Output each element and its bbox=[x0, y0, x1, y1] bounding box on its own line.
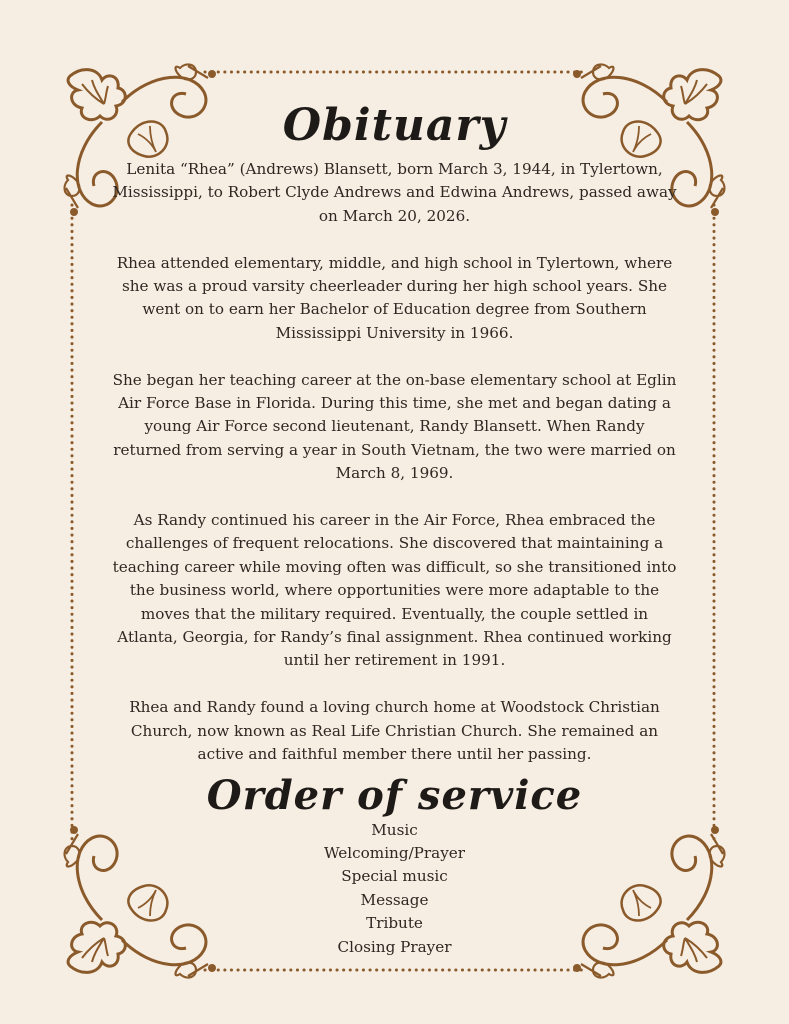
obituary-content bbox=[110, 100, 679, 959]
service-item: Closing Prayer bbox=[337, 937, 452, 956]
paragraph-education: Rhea attended elementary, middle, and high school in Tylertown, where she was a proud varsity cheerleader during her high school years. She went on to earn her Bachelor of Education degree from Southern Mississippi University in 1966. bbox=[116, 253, 673, 342]
page-title: Obituary bbox=[282, 100, 507, 151]
service-item: Music bbox=[371, 820, 418, 839]
service-heading: Order of service bbox=[206, 771, 583, 819]
paragraph-relocations: As Randy continued his career in the Air Force, Rhea embraced the challenges of frequent relocations. She discovered that maintaining a teaching career while moving often was difficult, so she transitioned into the business world, where opportunities were more adaptable to the moves that the military required. Eventually, the couple settled in Atlanta, Georgia, for Randy’s final assignment. Rhea continued working until her retirement in 1991. bbox=[112, 511, 677, 670]
service-list bbox=[110, 819, 679, 959]
paragraph-career: She began her teaching career at the on-base elementary school at Eglin Air Force Base in Florida. During this time, she met and began dating a young Air Force second lieutenant, Randy Blansett. When Randy returned from serving a year in South Vietnam, the two were married on March 8, 1969. bbox=[112, 370, 677, 483]
service-item: Welcoming/Prayer bbox=[323, 843, 466, 862]
service-item: Special music bbox=[341, 867, 448, 886]
service-item: Tribute bbox=[366, 914, 423, 933]
paragraph-birth: Lenita “Rhea” (Andrews) Blansett, born March 3, 1944, in Tylertown, Mississippi, to Robert Clyde Andrews and Edwina Andrews, passed away on March 20, 2026. bbox=[112, 160, 677, 225]
paragraph-church: Rhea and Randy found a loving church home at Woodstock Christian Church, now known as Real Life Christian Church. She remained an active and faithful member there until her passing. bbox=[129, 698, 660, 764]
service-item: Message bbox=[360, 890, 429, 909]
